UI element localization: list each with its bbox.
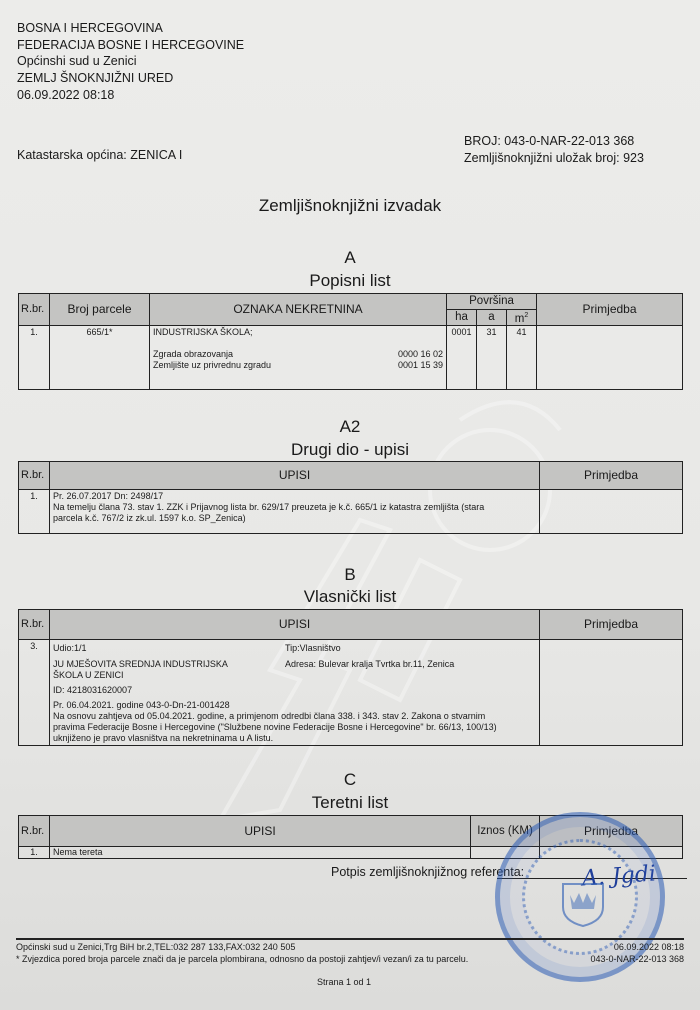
page-number: Strana 1 od 1 bbox=[317, 977, 372, 987]
footer-datetime: 06.09.2022 08:18 bbox=[613, 942, 684, 952]
table-row bbox=[19, 640, 683, 746]
sub-item: Zemljište uz privrednu zgradu 0001 15 39 bbox=[153, 359, 443, 370]
cell-designation bbox=[150, 325, 447, 389]
footer-court-info: Općinski sud u Zenici,Trg BiH br.2,TEL:032 287 133,FAX:032 240 505 bbox=[16, 942, 296, 952]
cell-m2: 41 bbox=[507, 325, 537, 389]
col-note: Primjedba bbox=[540, 816, 683, 847]
col-amount: Iznos (KM) bbox=[471, 816, 540, 847]
section-b-letter: B bbox=[344, 565, 356, 584]
col-entries: UPISI bbox=[50, 462, 540, 490]
col-parcel: Broj parcele bbox=[50, 294, 150, 326]
sub-item: Zgrada obrazovanja 0000 16 02 bbox=[153, 348, 443, 359]
section-c-title: Teretni list bbox=[311, 793, 389, 812]
folio-number: Zemljišnoknjižni uložak broj: 923 bbox=[464, 151, 644, 165]
header-office: ZEMLJ ŠNOKNJIŽNI URED bbox=[17, 71, 174, 85]
owner-address: Adresa: Bulevar kralja Tvrtka br.11, Zenica bbox=[285, 659, 455, 669]
col-designation: OZNAKA NEKRETNINA bbox=[150, 294, 447, 326]
cell-rbr: 1. bbox=[19, 847, 50, 859]
col-area: Površina bbox=[447, 294, 537, 310]
col-rbr: R.br. bbox=[19, 610, 50, 640]
section-a2-title: Drugi dio - upisi bbox=[290, 440, 410, 459]
cell-rbr: 1. bbox=[19, 490, 50, 534]
document-title: Zemljišnoknjižni izvadak bbox=[258, 196, 442, 215]
col-a: a bbox=[477, 310, 507, 326]
col-rbr: R.br. bbox=[19, 462, 50, 490]
owner-name-line1: JU MJEŠOVITA SREDNJA INDUSTRIJSKA bbox=[53, 659, 228, 669]
header-federation: FEDERACIJA BOSNE I HERCEGOVINE bbox=[17, 38, 245, 52]
section-a2-letter: A2 bbox=[339, 417, 361, 436]
section-b-title: Vlasnički list bbox=[303, 587, 397, 606]
ownership-type: Tip:Vlasništvo bbox=[285, 643, 341, 653]
entry-line3: pravima Federacije Bosne i Hercegovine ("Službene novine Federacije Bosne i Hercegovine" br. 66/13, 100/13) bbox=[53, 722, 497, 732]
header-country: BOSNA I HERCEGOVINA bbox=[17, 21, 163, 35]
coat-of-arms-icon bbox=[558, 879, 608, 929]
cell-note bbox=[540, 640, 683, 746]
footer-number: 043-0-NAR-22-013 368 bbox=[590, 954, 684, 964]
entry-line4: uknjiženo je pravo vlasništva na nekretninama u A listu. bbox=[53, 733, 274, 743]
owner-id: ID: 4218031620007 bbox=[53, 685, 133, 695]
cell-rbr: 3. bbox=[19, 640, 50, 746]
col-m2: $m^2$ bbox=[507, 310, 537, 326]
cell-note bbox=[540, 490, 683, 534]
cadastral-municipality: Katastarska općina: ZENICA I bbox=[17, 148, 183, 162]
table-row bbox=[19, 325, 683, 389]
owner-name-line2: ŠKOLA U ZENICI bbox=[53, 670, 124, 680]
ownership-share: Udio:1/1 bbox=[53, 643, 87, 653]
section-c-letter: C bbox=[343, 770, 357, 789]
footer-asterisk-note: * Zvjezdica pored broja parcele znači da je parcela plombirana, odnosno da postoji zahtjev/i vezan/i za tu parcelu. bbox=[16, 954, 469, 964]
col-ha: ha bbox=[447, 310, 477, 326]
header-court: Općinshi sud u Zenici bbox=[17, 54, 137, 68]
header-datetime: 06.09.2022 08:18 bbox=[17, 88, 115, 102]
section-b-table bbox=[18, 609, 683, 746]
cell-note bbox=[537, 325, 683, 389]
col-entries: UPISI bbox=[50, 610, 540, 640]
section-a-title: Popisni list bbox=[309, 271, 391, 290]
designation-name: INDUSTRIJSKA ŠKOLA; bbox=[153, 326, 253, 337]
cell-rbr: 1. bbox=[19, 325, 50, 389]
document-number: BROJ: 043-0-NAR-22-013 368 bbox=[464, 134, 635, 148]
entry-line1: Pr. 06.04.2021. godine 043-0-Dn-21-001428 bbox=[53, 700, 230, 710]
footer-divider bbox=[16, 938, 684, 940]
col-rbr: R.br. bbox=[19, 816, 50, 847]
entry-line2: Na osnovu zahtjeva od 05.04.2021. godine, a primjenom odredbi člana 338. i 343. stav 2. Zakona o stvarnim bbox=[53, 711, 486, 721]
signature-handwriting: A. Jgdi bbox=[581, 861, 657, 892]
section-a2-table bbox=[18, 461, 683, 534]
cell-parcel: 665/1* bbox=[50, 325, 150, 389]
table-row bbox=[19, 490, 683, 534]
col-rbr: R.br. bbox=[19, 294, 50, 326]
cell-entries: Nema tereta bbox=[50, 847, 471, 859]
cell-ha: 0001 bbox=[447, 325, 477, 389]
col-note: Primjedba bbox=[540, 462, 683, 490]
section-a-letter: A bbox=[344, 248, 356, 267]
cell-a: 31 bbox=[477, 325, 507, 389]
cell-entries bbox=[50, 640, 540, 746]
cell-entries: Pr. 26.07.2017 Dn: 2498/17 Na temelju člana 73. stav 1. ZZK i Prijavnog lista br. 629/17 preuzeta je k.č. 665/1 iz katastra zemljišta (stara parcela k.č. 767/2 iz zk.ul. 1597 k.o. SP_Zenica) bbox=[50, 490, 540, 534]
col-entries: UPISI bbox=[50, 816, 471, 847]
section-a-table bbox=[18, 293, 683, 390]
col-note: Primjedba bbox=[537, 294, 683, 326]
col-note: Primjedba bbox=[540, 610, 683, 640]
signature-label: Potpis zemljišnoknjižnog referenta: bbox=[331, 865, 525, 879]
